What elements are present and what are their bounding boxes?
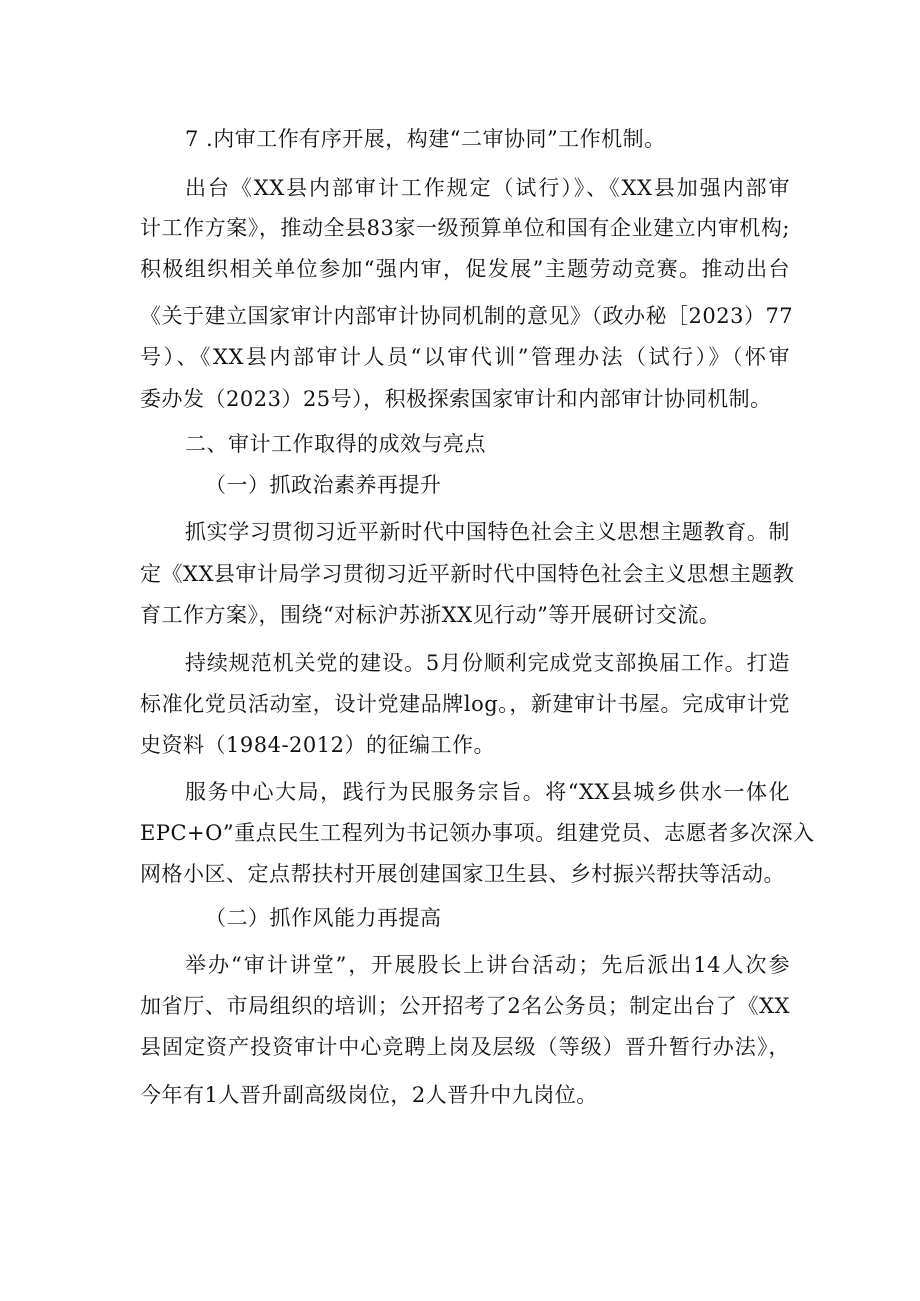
paragraph-line: 史资料（1984-2012）的征编工作。 bbox=[140, 733, 495, 757]
paragraph-line: 出台《XX县内部审计工作规定（试行）》、《XX县加强内部审 bbox=[185, 176, 790, 200]
paragraph-line: 网格小区、定点帮扶村开展创建国家卫生县、乡村振兴帮扶等活动。 bbox=[140, 862, 785, 886]
paragraph-line: 委办发（2023）25号），积极探索国家审计和内部审计协同机制。 bbox=[140, 387, 772, 411]
paragraph-line: 抓实学习贯彻习近平新时代中国特色社会主义思想主题教育。制 bbox=[185, 520, 790, 544]
paragraph-line: 县固定资产投资审计中心竞聘上岗及层级（等级）晋升暂行办法》， bbox=[140, 1035, 790, 1059]
paragraph-line: 育工作方案》，围绕“对标沪苏浙XX见行动”等开展研讨交流。 bbox=[140, 603, 721, 627]
paragraph-line: 号）、《XX县内部审计人员“以审代训”管理办法（试行）》（怀审 bbox=[140, 345, 790, 369]
paragraph-line: 加省厅、市局组织的培训；公开招考了2名公务员；制定出台了《XX bbox=[140, 994, 790, 1018]
subsection-heading: （一）抓政治素养再提升 bbox=[205, 473, 442, 497]
paragraph-line: 今年有1人晋升副高级岗位，2人晋升中九岗位。 bbox=[140, 1083, 598, 1107]
subsection-heading: （二）抓作风能力再提高 bbox=[205, 906, 442, 930]
section-item-heading: 7 .内审工作有序开展，构建“二审协同”工作机制。 bbox=[185, 127, 666, 151]
paragraph-line: 持续规范机关党的建设。5月份顺利完成党支部换届工作。打造 bbox=[185, 651, 790, 675]
section-heading: 二、审计工作取得的成效与亮点 bbox=[185, 432, 486, 456]
paragraph-line: 《关于建立国家审计内部审计协同机制的意见》（政办秘［2023）77 bbox=[140, 304, 794, 328]
paragraph-line: 计工作方案》，推动全县83家一级预算单位和国有企业建立内审机构; bbox=[140, 216, 790, 240]
paragraph-line: 服务中心大局，践行为民服务宗旨。将“XX县城乡供水一体化 bbox=[185, 780, 790, 804]
paragraph-line: EPC+O”重点民生工程列为书记领办事项。组建党员、志愿者多次深入 bbox=[140, 821, 815, 845]
paragraph-line: 积极组织相关单位参加“强内审，促发展”主题劳动竞赛。推动出台 bbox=[140, 257, 790, 281]
paragraph-line: 标准化党员活动室，设计党建品牌log。，新建审计书屋。完成审计党 bbox=[140, 692, 790, 716]
paragraph-line: 定《XX县审计局学习贯彻习近平新时代中国特色社会主义思想主题教 bbox=[140, 562, 795, 586]
paragraph-line: 举办“审计讲堂”，开展股长上讲台活动；先后派出14人次参 bbox=[185, 953, 790, 977]
